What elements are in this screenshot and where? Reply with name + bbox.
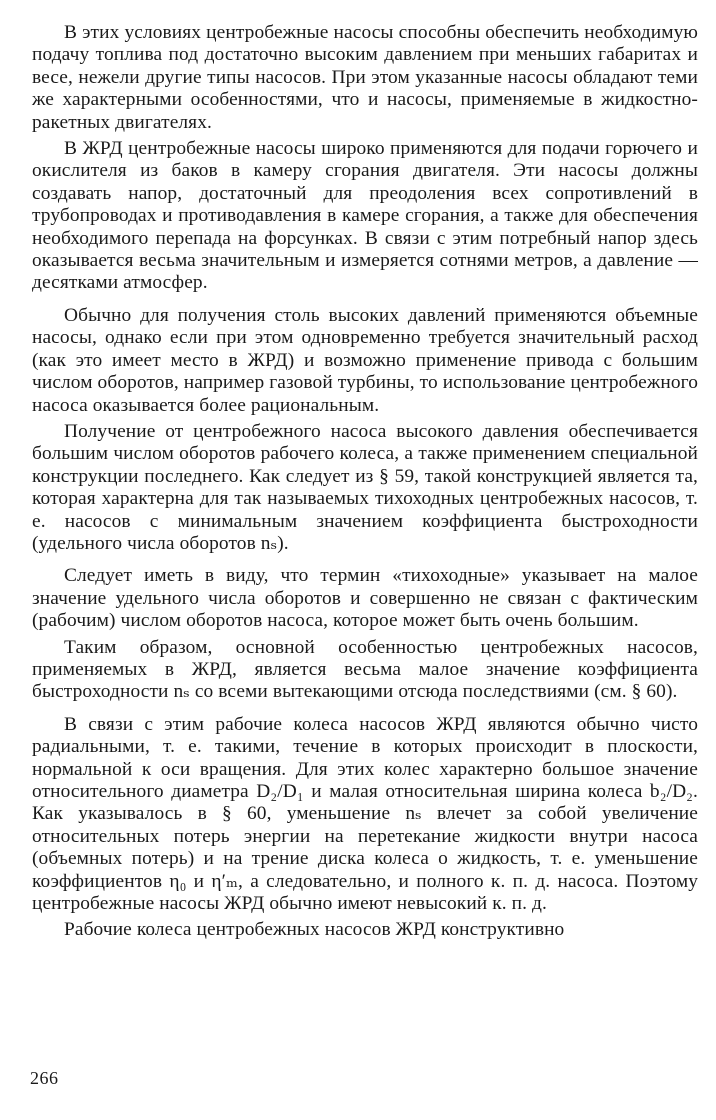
paragraph-3: Обычно для получения столь высоких давлений применяются объемные насосы, однако если при этом одновременно требуется значительный расход (как это имеет место в ЖРД) и возможно применение привода с большим числом оборотов, например газовой турбины, то использование центробежного насоса оказывается более рациональным. — [32, 304, 698, 416]
page-number: 266 — [30, 1068, 59, 1088]
paragraph-8: Рабочие колеса центробежных насосов ЖРД конструктивно — [64, 919, 565, 941]
paragraph-4: Получение от центробежного насоса высокого давления обеспечивается большим числом оборотов рабочего колеса, а также применением специальной конструкции последнего. Как следует из § 59, такой конструкцией является та, которая характерна для так называемых тихоходных центробежных насосов, т. е. насосов с минимальным значением коэффициента быстроходности (удельного числа оборотов nₛ). — [32, 420, 698, 554]
paragraph-2: В ЖРД центробежные насосы широко применяются для подачи горючего и окислителя из баков в камеру сгорания двигателя. Эти насосы должны создавать напор, достаточный для преодоления всех сопротивлений в трубопроводах и противодавления в камере сгорания, а также для обеспечения необходимого перепада на форсунках. В связи с этим потребный напор здесь оказывается весьма значительным и измеряется сотнями метров, а давление — десятками атмосфер. — [32, 138, 698, 294]
paragraph-6: Таким образом, основной особенностью центробежных насосов, применяемых в ЖРД, является весьма малое значение коэффициента быстроходности nₛ со всеми вытекающими отсюда последствиями (см. § 60). — [32, 636, 698, 703]
paragraph-1: В этих условиях центробежные насосы способны обеспечить необходимую подачу топлива под достаточно высоким давлением при меньших габаритах и весе, нежели другие типы насосов. При этом указанные насосы обладают теми же характерными особенностями, что и насосы, применяемые в жидкостно-ракетных двигателях. — [32, 22, 698, 133]
paragraph-7: В связи с этим рабочие колеса насосов ЖРД являются обычно чисто радиальными, т. е. такими, течение в которых происходит в плоскости, нормальной к оси вращения. Для этих колес характерно большое значение относительного диаметра D₂/D₁ и малая относительная ширина колеса b₂/D₂. Как указывалось в § 60, уменьшение nₛ влечет за собой увеличение относительных потерь энергии на перетекание жидкости внутри насоса (объемных потерь) и на трение диска колеса о жидкость, т. е. уменьшение коэффициентов η₀ и η′ₘ, а следовательно, и полного к. п. д. насоса. Поэтому центробежные насосы ЖРД обычно имеют невысокий к. п. д. — [32, 713, 698, 915]
paragraph-5: Следует иметь в виду, что термин «тихоходные» указывает на малое значение удельного числа оборотов и совершенно не связан с фактическим (рабочим) числом оборотов насоса, которое может быть очень большим. — [32, 565, 698, 632]
